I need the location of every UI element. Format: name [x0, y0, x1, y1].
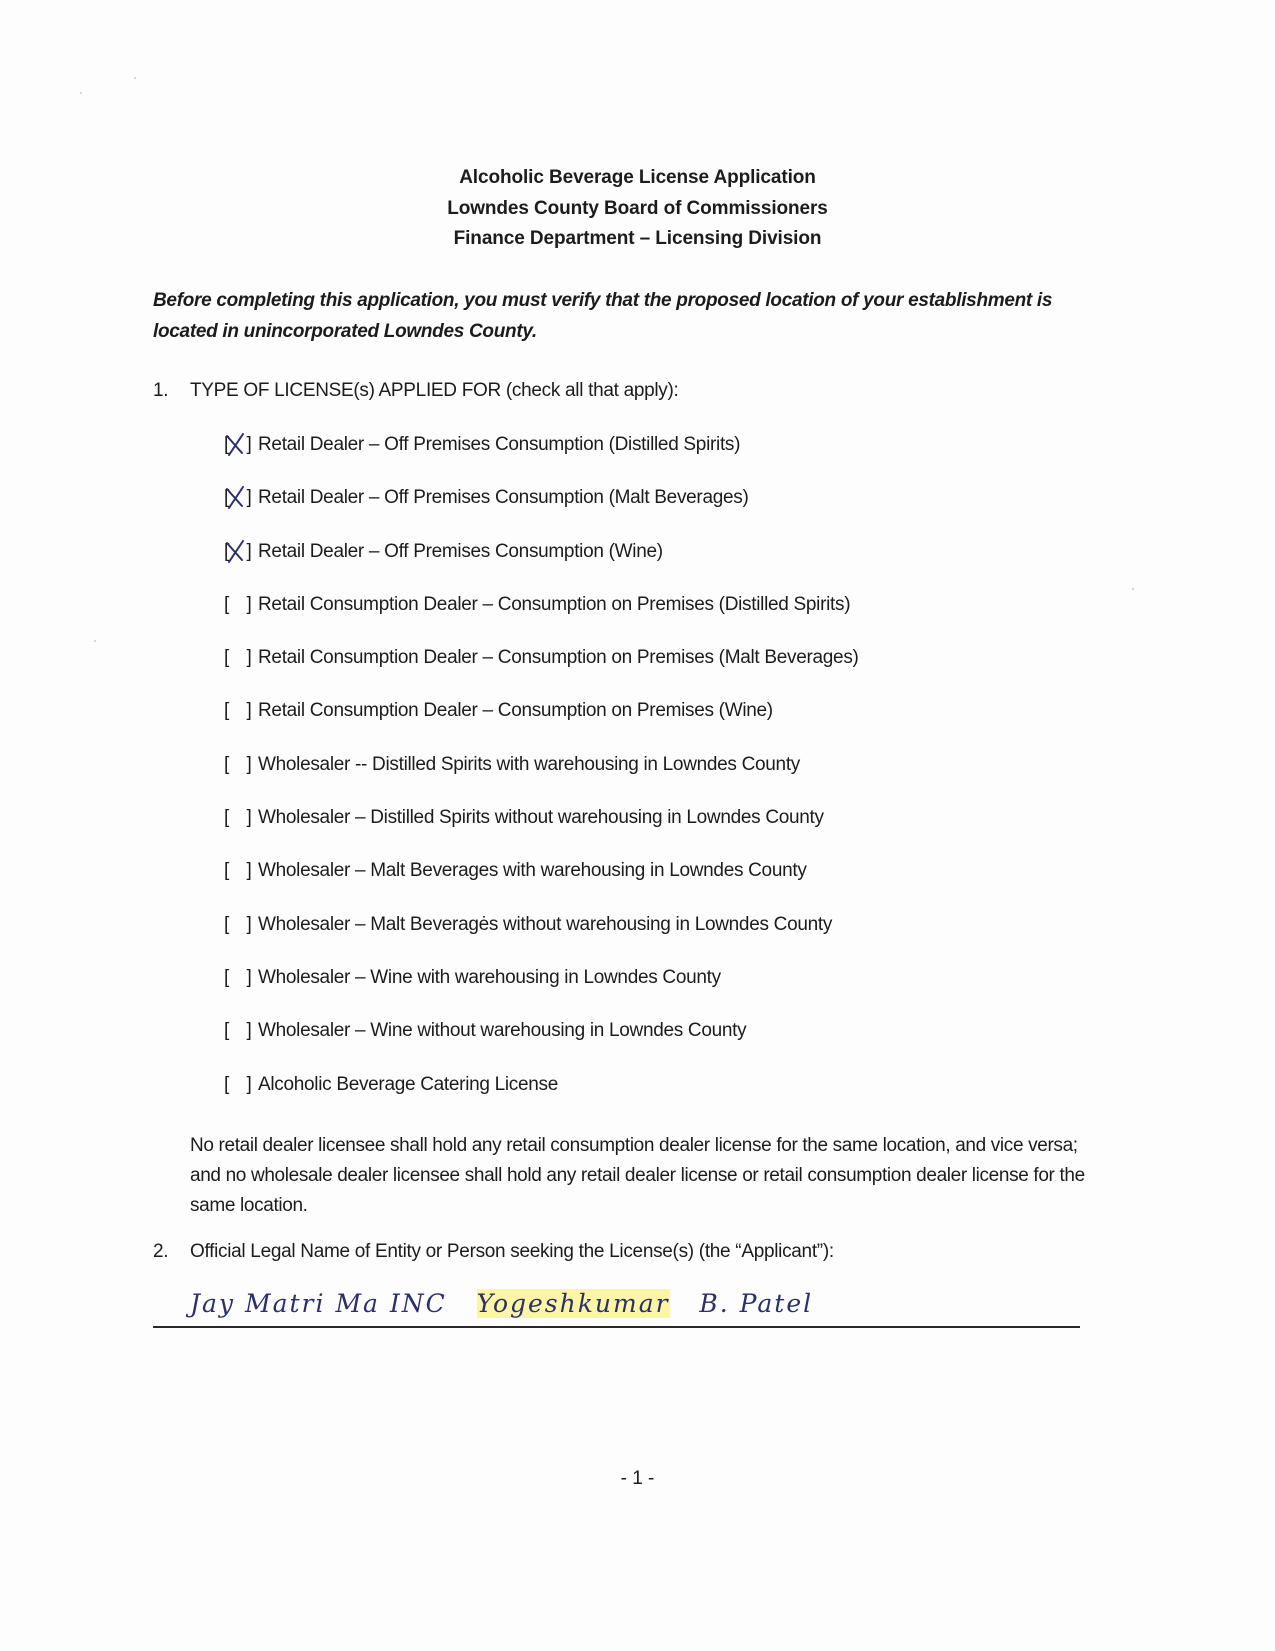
- applicant-last-name: B. Patel: [699, 1289, 814, 1318]
- license-option[interactable]: [224, 647, 859, 700]
- license-option[interactable]: [224, 541, 859, 594]
- checkbox-bracket: [ ]: [224, 647, 258, 669]
- license-option-label: Wholesaler -- Distilled Spirits with warehousing in Lowndes County: [258, 753, 800, 775]
- title-line-3: Finance Department – Licensing Division: [453, 228, 822, 249]
- checkbox-unchecked[interactable]: [224, 1074, 258, 1096]
- checkbox-bracket: [ ]: [224, 434, 258, 455]
- applicant-name-field[interactable]: [190, 1289, 1070, 1329]
- checkbox-unchecked[interactable]: [224, 807, 258, 829]
- license-option-label: Wholesaler – Malt Beveragės without warehousing in Lowndes County: [258, 913, 833, 935]
- license-option[interactable]: [224, 914, 859, 967]
- checkbox-bracket: [ ]: [224, 966, 258, 988]
- checkbox-bracket: [ ]: [224, 487, 258, 509]
- license-type-checklist: [224, 434, 859, 1127]
- license-option[interactable]: [224, 487, 859, 540]
- title-line-1: Alcoholic Beverage License Application: [459, 167, 816, 188]
- document-header: [0, 163, 1275, 255]
- license-option-label: Retail Dealer – Off Premises Consumption (Distilled Spirits): [258, 434, 741, 455]
- checkbox-bracket: [ ]: [224, 1020, 258, 1042]
- license-option-label: Wholesaler – Malt Beverages with warehousing in Lowndes County: [258, 860, 807, 882]
- license-option[interactable]: [224, 967, 859, 1020]
- license-option-label: Retail Consumption Dealer – Consumption on Premises (Wine): [258, 700, 773, 722]
- highlighted-applicant-first-name: Yogeshkumar: [476, 1289, 670, 1318]
- checkbox-bracket: [ ]: [224, 913, 258, 935]
- license-option-label: Retail Dealer – Off Premises Consumption (Malt Beverages): [258, 487, 749, 509]
- license-option[interactable]: [224, 1020, 859, 1073]
- license-option[interactable]: [224, 860, 859, 913]
- checkbox-bracket: [ ]: [224, 1073, 258, 1095]
- intro-instruction: Before completing this application, you must verify that the proposed location of your establishment is located in unincorporated Lowndes County.: [153, 290, 1053, 342]
- checkbox-unchecked[interactable]: [224, 860, 258, 882]
- checkbox-unchecked[interactable]: [224, 1020, 258, 1042]
- checkbox-bracket: [ ]: [224, 860, 258, 882]
- checkbox-unchecked[interactable]: [224, 594, 258, 616]
- license-option-label: Retail Consumption Dealer – Consumption on Premises (Distilled Spirits): [258, 593, 851, 615]
- checkbox-unchecked[interactable]: [224, 914, 258, 936]
- scan-speck: [94, 640, 96, 642]
- license-option[interactable]: [224, 594, 859, 647]
- checkbox-unchecked[interactable]: [224, 967, 258, 989]
- applicant-name-underline: [153, 1326, 1080, 1328]
- scan-speck: [80, 92, 82, 94]
- checkbox-bracket: [ ]: [224, 593, 258, 615]
- title-line-2: Lowndes County Board of Commissioners: [447, 197, 828, 219]
- question-2-label: Official Legal Name of Entity or Person seeking the License(s) (the “Applicant”):: [190, 1241, 834, 1262]
- checkbox-checked[interactable]: [224, 541, 258, 563]
- question-1-label: TYPE OF LICENSE(s) APPLIED FOR (check all that apply):: [190, 380, 679, 401]
- license-option-label: Wholesaler – Distilled Spirits without warehousing in Lowndes County: [258, 807, 824, 829]
- license-option[interactable]: [224, 754, 859, 807]
- question-2: [153, 1241, 834, 1263]
- license-option[interactable]: [224, 700, 859, 753]
- applicant-entity-name: Jay Matri Ma INC: [190, 1289, 447, 1318]
- license-option-label: Retail Dealer – Off Premises Consumption (Wine): [258, 540, 663, 562]
- checkbox-bracket: [ ]: [224, 700, 258, 722]
- handwritten-x-mark-icon: [224, 431, 246, 457]
- question-1: [153, 380, 679, 402]
- license-option-label: Retail Consumption Dealer – Consumption on Premises (Malt Beverages): [258, 647, 859, 669]
- checkbox-bracket: [ ]: [224, 807, 258, 829]
- license-option-label: Alcoholic Beverage Catering License: [258, 1073, 559, 1095]
- question-2-number: 2.: [153, 1241, 169, 1262]
- handwritten-x-mark-icon: [224, 484, 246, 510]
- checkbox-bracket: [ ]: [224, 540, 258, 562]
- license-option[interactable]: [224, 807, 859, 860]
- checkbox-bracket: [ ]: [224, 753, 258, 775]
- checkbox-unchecked[interactable]: [224, 700, 258, 722]
- license-option-label: Wholesaler – Wine without warehousing in Lowndes County: [258, 1020, 747, 1042]
- license-restriction-note: No retail dealer licensee shall hold any retail consumption dealer license for the same location, and vice versa; and no wholesale dealer licensee shall hold any retail dealer license or retail consumption dealer license for the same location.: [190, 1135, 1085, 1216]
- checkbox-unchecked[interactable]: [224, 647, 258, 669]
- license-option[interactable]: [224, 1074, 859, 1127]
- question-1-number: 1.: [153, 380, 169, 401]
- page-number: - 1 -: [620, 1468, 655, 1489]
- handwritten-x-mark-icon: [224, 538, 246, 564]
- scan-speck: [1132, 588, 1134, 590]
- checkbox-unchecked[interactable]: [224, 754, 258, 776]
- checkbox-checked[interactable]: [224, 434, 258, 456]
- scan-speck: [134, 77, 136, 79]
- license-option-label: Wholesaler – Wine with warehousing in Lowndes County: [258, 966, 721, 988]
- license-option[interactable]: [224, 434, 859, 487]
- checkbox-checked[interactable]: [224, 487, 258, 509]
